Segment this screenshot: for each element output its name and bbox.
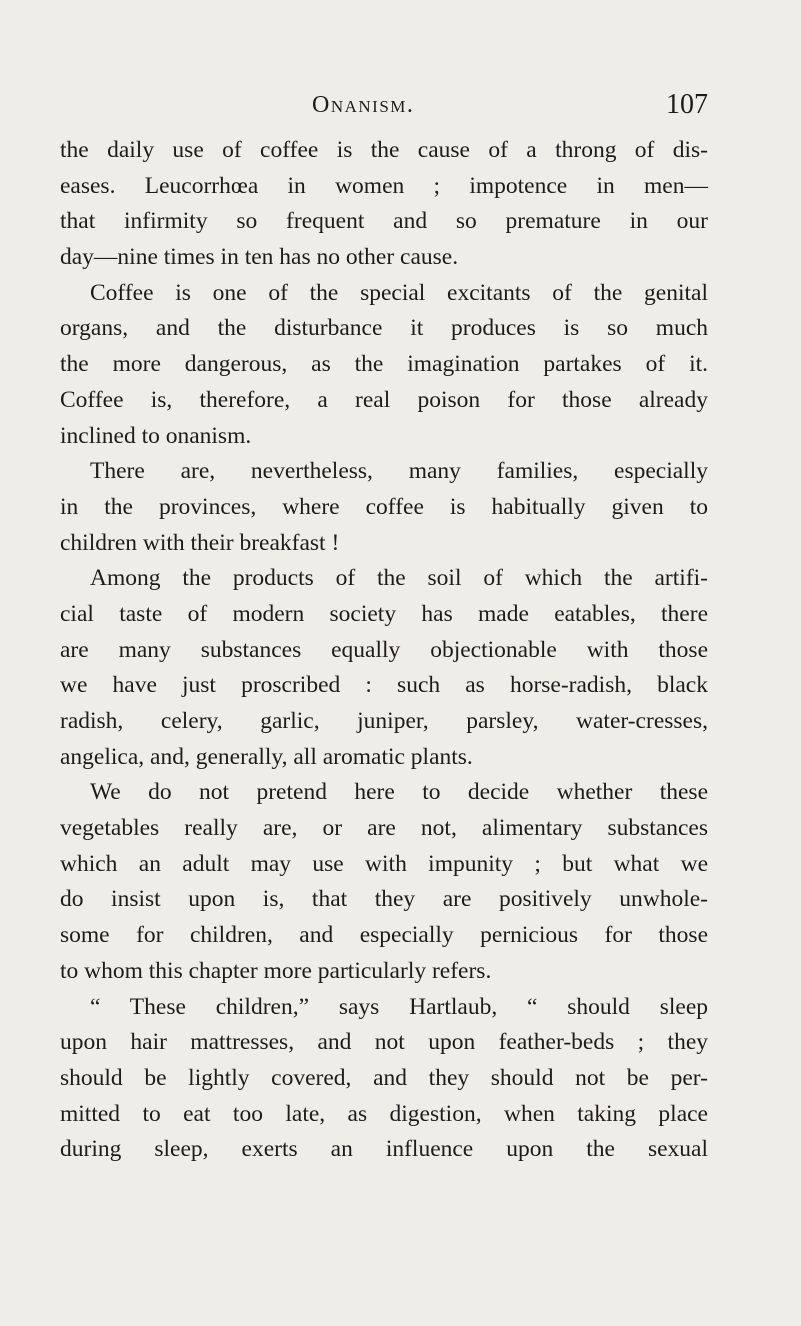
text-line: radish, celery, garlic, juniper, parsley, water-cresses, [60,708,708,734]
text-line: children with their breakfast ! [60,529,340,556]
text-line: We do not pretend here to decide whether these [90,779,708,806]
running-head [60,88,708,122]
text-line: in the provinces, where coffee is habitually given to [60,493,708,520]
text-line: There are, nevertheless, many families, especially [90,458,708,485]
running-title: Onanism. [312,92,415,118]
text-line: which an adult may use with impunity ; but what we [60,850,708,877]
text-line: upon hair mattresses, and not upon feather-beds ; they [60,1029,708,1056]
text-line: Among the products of the soil of which the artifi- [90,565,708,592]
text-line: that infirmity so frequent and so premature in our [60,208,708,235]
text-line: cial taste of modern society has made eatables, there [60,600,708,627]
text-line: angelica, and, generally, all aromatic plants. [60,743,473,770]
text-line: are many substances equally objectionable with those [60,636,708,663]
text-line: day—nine times in ten has no other cause. [60,244,459,271]
text-line: mitted to eat too late, as digestion, when taking place [60,1100,708,1127]
text-line: we have just proscribed : such as horse-radish, black [60,672,708,699]
text-line: organs, and the disturbance it produces is so much [60,315,708,342]
text-line: do insist upon is, that they are positively unwhole- [60,886,708,913]
text-line: should be lightly covered, and they should not be per- [60,1064,708,1091]
text-line: some for children, and especially pernicious for those [60,922,708,949]
text-line: Coffee is one of the special excitants of the genital [90,279,708,306]
text-line: inclined to onanism. [60,422,252,449]
text-line: vegetables really are, or are not, alimentary substances [60,815,708,842]
body-text [60,133,708,1168]
text-line: to whom this chapter more particularly refers. [60,957,492,984]
text-line: Coffee is, therefore, a real poison for those already [60,386,708,413]
text-line: “ These children,” says Hartlaub, “ should sleep [90,993,708,1020]
text-line: the daily use of coffee is the cause of a throng of dis- [60,137,708,163]
page-number: 107 [666,89,708,120]
text-line: eases. Leucorrhœa in women ; impotence in men— [60,172,708,199]
text-line: during sleep, exerts an influence upon the sexual [60,1136,708,1163]
text-line: the more dangerous, as the imagination partakes of it. [60,351,708,378]
